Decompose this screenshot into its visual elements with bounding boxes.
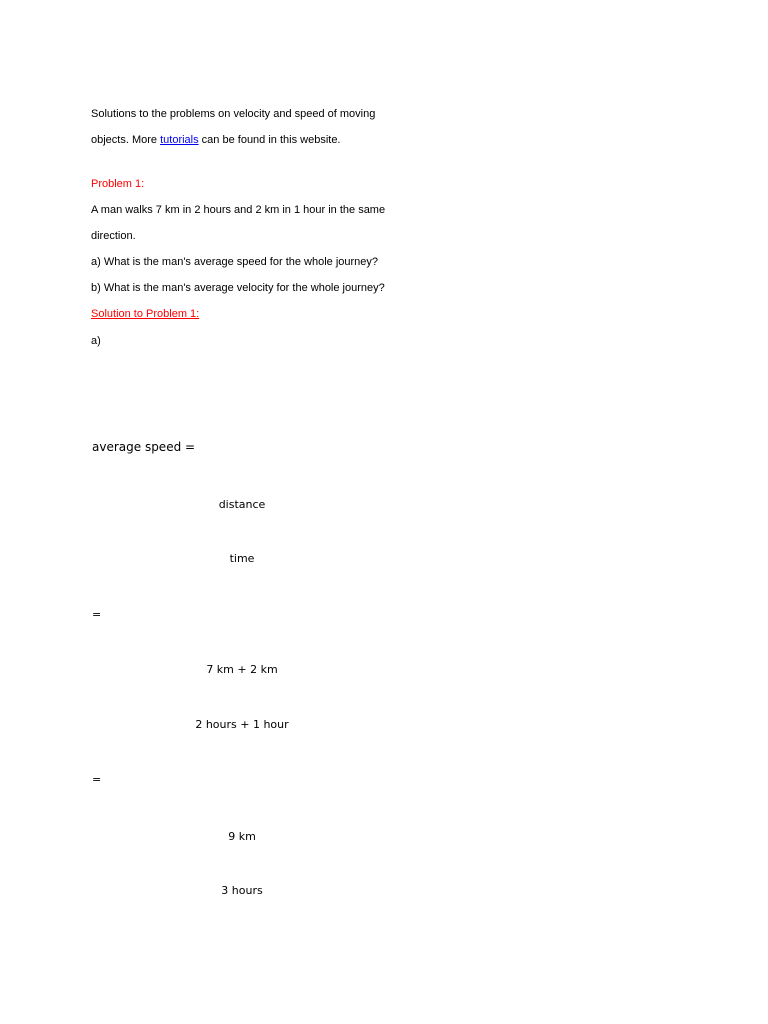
solution-to-problem-1-link[interactable]: Solution to Problem 1: <box>91 308 200 320</box>
problem-1-question-b: b) What is the man's average velocity for the whole journey? <box>91 282 385 294</box>
part-a-label: a) <box>91 335 101 347</box>
problem-1-question-a: a) What is the man's average speed for the whole journey? <box>91 256 379 268</box>
fraction-1-denominator: time <box>229 552 255 565</box>
problem-1-text-line-2: direction. <box>91 230 136 242</box>
fraction-3-denominator: 3 hours <box>221 884 263 897</box>
average-speed-lhs: average speed = <box>92 440 196 454</box>
intro-line-2 <box>91 134 341 147</box>
fraction-3-numerator: 9 km <box>228 830 256 843</box>
equals-sign-1: = <box>92 608 102 621</box>
problem-1-text-line-1: A man walks 7 km in 2 hours and 2 km in 1 hour in the same <box>91 204 386 216</box>
tutorials-link[interactable]: tutorials <box>160 134 199 146</box>
equals-sign-2: = <box>92 773 102 786</box>
fraction-2-denominator: 2 hours + 1 hour <box>195 718 289 731</box>
fraction-2-numerator: 7 km + 2 km <box>206 663 278 676</box>
intro-line-2-text-after: can be found in this website. <box>198 134 341 146</box>
fraction-1-numerator: distance <box>218 498 266 511</box>
problem-1-heading: Problem 1: <box>91 178 145 190</box>
intro-line-2-text-before: objects. More <box>91 134 161 146</box>
intro-line-1: Solutions to the problems on velocity and speed of moving <box>91 108 376 120</box>
